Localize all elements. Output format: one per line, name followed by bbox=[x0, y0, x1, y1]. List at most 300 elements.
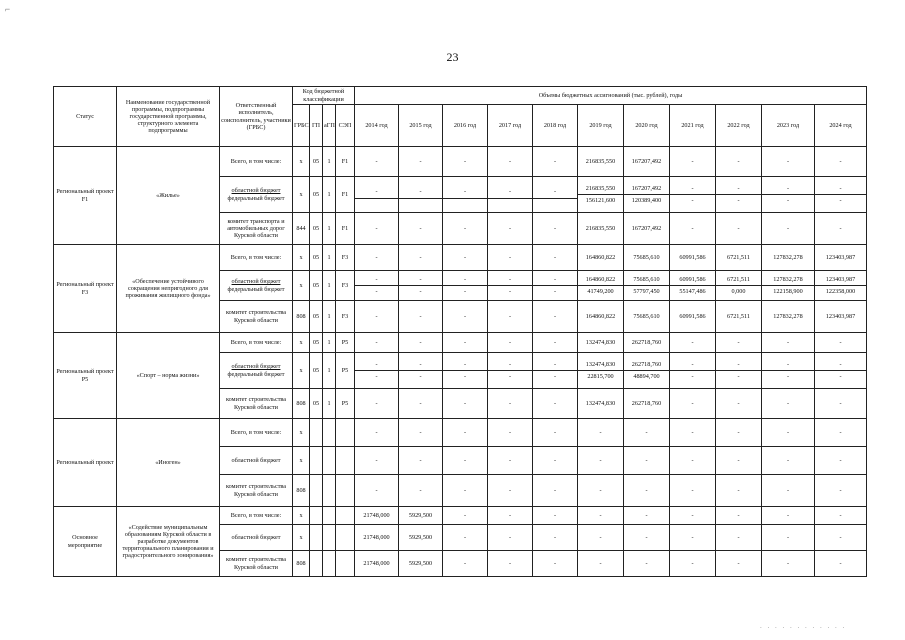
value-cell: - bbox=[578, 447, 624, 475]
value-cell: - bbox=[670, 551, 716, 577]
value-cell bbox=[443, 177, 488, 213]
value-cell: - bbox=[533, 333, 578, 353]
header-agp: аГП bbox=[323, 105, 336, 147]
gp-cell: 05 bbox=[310, 147, 323, 177]
value-cell bbox=[716, 271, 762, 301]
value-cell: - bbox=[670, 419, 716, 447]
name-cell: «Иноген» bbox=[117, 419, 220, 507]
value-line: - bbox=[463, 275, 467, 283]
value-line: 164860,822 bbox=[585, 275, 616, 283]
value-line: - bbox=[508, 275, 512, 283]
value-cell: - bbox=[488, 245, 533, 271]
value-line: - bbox=[375, 188, 378, 196]
value-cell: 75685,610 bbox=[624, 245, 670, 271]
status-cell: Основное мероприятие bbox=[54, 507, 117, 577]
name-cell: «Спорт – норма жизни» bbox=[117, 333, 220, 419]
agp-cell: 1 bbox=[323, 245, 336, 271]
value-cell: - bbox=[355, 213, 399, 245]
gp-cell bbox=[310, 447, 323, 475]
executor-cell: Всего, в том числе: bbox=[220, 147, 293, 177]
value-cell: 5929,500 bbox=[399, 507, 443, 525]
executor-line: федеральный бюджет bbox=[227, 285, 285, 293]
value-cell: - bbox=[533, 245, 578, 271]
value-line: - bbox=[355, 285, 398, 295]
value-cell: 132474,830 bbox=[578, 333, 624, 353]
value-cell: 127832,278 bbox=[762, 301, 815, 333]
value-line: 167207,492 bbox=[631, 184, 662, 192]
agp-cell: 1 bbox=[323, 147, 336, 177]
page-number: 23 bbox=[446, 50, 459, 64]
value-cell: 164860,822 bbox=[578, 301, 624, 333]
value-line: - bbox=[737, 360, 740, 368]
grbs-cell: х bbox=[293, 507, 310, 525]
value-cell: - bbox=[624, 525, 670, 551]
value-line: - bbox=[419, 275, 422, 283]
value-cell: - bbox=[443, 507, 488, 525]
value-line: - bbox=[786, 360, 790, 368]
value-line: - bbox=[488, 285, 532, 295]
value-line bbox=[399, 198, 442, 201]
gp-cell bbox=[310, 525, 323, 551]
executor-cell: областной бюджет bbox=[220, 447, 293, 475]
grbs-cell: х bbox=[293, 177, 310, 213]
value-cell: - bbox=[488, 301, 533, 333]
value-line: - bbox=[399, 370, 442, 380]
value-cell: - bbox=[578, 551, 624, 577]
value-cell bbox=[443, 271, 488, 301]
value-cell: - bbox=[488, 333, 533, 353]
value-cell: - bbox=[355, 333, 399, 353]
header-year: 2017 год bbox=[488, 105, 533, 147]
executor-cell: комитет строительства Курской области bbox=[220, 551, 293, 577]
value-cell: - bbox=[670, 447, 716, 475]
value-line: - bbox=[762, 370, 814, 380]
value-cell: - bbox=[815, 507, 867, 525]
value-line bbox=[355, 198, 398, 201]
name-cell: «Содействие муниципальным образованиям Курской области в разработке документов территориального планирования и градостроительного зонирования» bbox=[117, 507, 220, 577]
sep-cell: F3 bbox=[336, 271, 355, 301]
value-cell: - bbox=[716, 525, 762, 551]
value-cell: - bbox=[399, 147, 443, 177]
value-cell: - bbox=[443, 447, 488, 475]
header-year: 2016 год bbox=[443, 105, 488, 147]
header-grbs: ГРБС bbox=[293, 105, 310, 147]
value-cell: - bbox=[815, 551, 867, 577]
gp-cell bbox=[310, 475, 323, 507]
value-cell: - bbox=[670, 389, 716, 419]
value-cell: - bbox=[355, 389, 399, 419]
value-cell: 75685,610 bbox=[624, 301, 670, 333]
value-cell bbox=[578, 177, 624, 213]
sep-cell bbox=[336, 447, 355, 475]
executor-cell: комитет строительства Курской области bbox=[220, 389, 293, 419]
executor-cell: Всего, в том числе: bbox=[220, 333, 293, 353]
scan-noise-dots: . . . . . . . . . . . . bbox=[760, 622, 847, 630]
value-cell bbox=[815, 177, 867, 213]
table-body bbox=[54, 147, 867, 577]
value-cell: - bbox=[443, 213, 488, 245]
value-cell: 132474,830 bbox=[578, 389, 624, 419]
value-cell: - bbox=[399, 389, 443, 419]
value-cell bbox=[670, 271, 716, 301]
header-year: 2015 год bbox=[399, 105, 443, 147]
gp-cell: 05 bbox=[310, 389, 323, 419]
value-cell: 5929,500 bbox=[399, 551, 443, 577]
value-cell: 5929,500 bbox=[399, 525, 443, 551]
agp-cell bbox=[323, 525, 336, 551]
value-cell: - bbox=[762, 147, 815, 177]
agp-cell: 1 bbox=[323, 177, 336, 213]
value-line: 127832,278 bbox=[773, 275, 803, 283]
value-cell: - bbox=[399, 475, 443, 507]
executor-cell: комитет строительства Курской области bbox=[220, 301, 293, 333]
value-cell: 21748,000 bbox=[355, 525, 399, 551]
sep-cell: P5 bbox=[336, 333, 355, 353]
executor-cell bbox=[220, 271, 293, 301]
value-cell bbox=[670, 353, 716, 389]
value-cell bbox=[533, 177, 578, 213]
value-cell: - bbox=[716, 333, 762, 353]
value-line: - bbox=[553, 360, 557, 368]
gp-cell: 05 bbox=[310, 301, 323, 333]
value-cell: - bbox=[624, 507, 670, 525]
header-sep: СЭП bbox=[336, 105, 355, 147]
value-cell: - bbox=[443, 475, 488, 507]
grbs-cell: 808 bbox=[293, 301, 310, 333]
gp-cell: 05 bbox=[310, 333, 323, 353]
value-cell: 262718,760 bbox=[624, 389, 670, 419]
value-cell: 6721,511 bbox=[716, 301, 762, 333]
value-line: - bbox=[553, 188, 557, 196]
value-cell: - bbox=[670, 213, 716, 245]
value-line: - bbox=[691, 360, 694, 368]
header-year: 2019 год bbox=[578, 105, 624, 147]
executor-line: федеральный бюджет bbox=[227, 194, 285, 202]
value-line: 132474,830 bbox=[585, 360, 616, 368]
value-line: - bbox=[508, 360, 512, 368]
header-year: 2022 год bbox=[716, 105, 762, 147]
gp-cell bbox=[310, 507, 323, 525]
value-cell bbox=[815, 353, 867, 389]
budget-allocation-table bbox=[53, 86, 867, 577]
value-line: - bbox=[670, 370, 715, 380]
value-cell: - bbox=[355, 419, 399, 447]
value-cell: - bbox=[488, 147, 533, 177]
status-cell: Региональный проект bbox=[54, 419, 117, 507]
value-line: - bbox=[533, 285, 577, 295]
value-cell: 60991,586 bbox=[670, 245, 716, 271]
value-cell: - bbox=[443, 333, 488, 353]
value-cell: - bbox=[533, 551, 578, 577]
value-cell: - bbox=[716, 551, 762, 577]
value-cell: - bbox=[762, 213, 815, 245]
value-cell: - bbox=[443, 301, 488, 333]
value-cell bbox=[624, 177, 670, 213]
gp-cell: 05 bbox=[310, 245, 323, 271]
value-line: - bbox=[375, 360, 378, 368]
value-cell: - bbox=[488, 213, 533, 245]
value-cell: - bbox=[443, 245, 488, 271]
value-cell bbox=[533, 353, 578, 389]
value-cell bbox=[716, 353, 762, 389]
value-cell: 123403,987 bbox=[815, 301, 867, 333]
value-cell: - bbox=[716, 389, 762, 419]
value-line: - bbox=[443, 285, 487, 295]
value-line: - bbox=[375, 275, 378, 283]
executor-line: областной бюджет bbox=[231, 278, 281, 286]
value-cell: 167207,492 bbox=[624, 147, 670, 177]
sep-cell: F3 bbox=[336, 245, 355, 271]
table-row bbox=[54, 419, 867, 447]
value-cell bbox=[578, 353, 624, 389]
header-status: Статус bbox=[54, 87, 117, 147]
value-cell: - bbox=[488, 389, 533, 419]
value-cell: - bbox=[762, 389, 815, 419]
value-cell bbox=[815, 271, 867, 301]
value-cell: - bbox=[533, 213, 578, 245]
gp-cell bbox=[310, 551, 323, 577]
name-cell: «Обеспечение устойчивого сокращения непригодного для проживания жилищного фонда» bbox=[117, 245, 220, 333]
value-cell: - bbox=[716, 507, 762, 525]
sep-cell: F1 bbox=[336, 213, 355, 245]
value-cell bbox=[355, 353, 399, 389]
value-cell: - bbox=[815, 389, 867, 419]
agp-cell bbox=[323, 447, 336, 475]
value-cell: - bbox=[670, 475, 716, 507]
value-line: 156121,600 bbox=[578, 194, 623, 204]
value-cell: - bbox=[533, 419, 578, 447]
value-cell: - bbox=[815, 475, 867, 507]
sep-cell: F1 bbox=[336, 147, 355, 177]
sep-cell bbox=[336, 525, 355, 551]
value-cell: - bbox=[624, 475, 670, 507]
value-cell: - bbox=[533, 475, 578, 507]
value-line: - bbox=[533, 370, 577, 380]
value-cell: - bbox=[443, 389, 488, 419]
value-cell: - bbox=[578, 419, 624, 447]
value-line: 60991,586 bbox=[679, 275, 706, 283]
value-cell: - bbox=[716, 475, 762, 507]
sep-cell bbox=[336, 551, 355, 577]
grbs-cell: х bbox=[293, 447, 310, 475]
value-line: - bbox=[786, 184, 790, 192]
value-cell: - bbox=[762, 333, 815, 353]
value-cell: - bbox=[355, 245, 399, 271]
value-cell: - bbox=[762, 525, 815, 551]
value-line: - bbox=[691, 184, 694, 192]
value-cell: - bbox=[762, 475, 815, 507]
header-year: 2024 год bbox=[815, 105, 867, 147]
value-line: 122158,900 bbox=[762, 285, 814, 295]
grbs-cell: 808 bbox=[293, 551, 310, 577]
executor-line: федеральный бюджет bbox=[227, 370, 285, 378]
value-line: - bbox=[716, 370, 761, 380]
value-cell: - bbox=[399, 333, 443, 353]
value-cell: - bbox=[578, 475, 624, 507]
status-cell: Региональный проект F1 bbox=[54, 147, 117, 245]
value-cell: - bbox=[533, 525, 578, 551]
grbs-cell: х bbox=[293, 419, 310, 447]
value-cell: - bbox=[488, 507, 533, 525]
header-year: 2018 год bbox=[533, 105, 578, 147]
grbs-cell: 808 bbox=[293, 389, 310, 419]
value-cell: - bbox=[355, 447, 399, 475]
value-line: 22815,700 bbox=[578, 370, 623, 380]
value-cell: - bbox=[533, 301, 578, 333]
value-cell: - bbox=[670, 507, 716, 525]
value-line: - bbox=[419, 188, 422, 196]
value-line: - bbox=[839, 184, 842, 192]
value-line: - bbox=[670, 194, 715, 204]
value-cell bbox=[488, 271, 533, 301]
value-cell: - bbox=[488, 525, 533, 551]
value-cell: - bbox=[443, 147, 488, 177]
executor-cell: комитет транспорта и автомобильных дорог Курской области bbox=[220, 213, 293, 245]
value-cell bbox=[399, 353, 443, 389]
value-cell: - bbox=[443, 419, 488, 447]
executor-cell bbox=[220, 177, 293, 213]
value-cell: - bbox=[716, 447, 762, 475]
executor-cell: Всего, в том числе: bbox=[220, 245, 293, 271]
value-line: - bbox=[762, 194, 814, 204]
value-cell: - bbox=[815, 147, 867, 177]
value-line: - bbox=[737, 184, 740, 192]
value-cell bbox=[716, 177, 762, 213]
value-cell: 6721,511 bbox=[716, 245, 762, 271]
grbs-cell: х bbox=[293, 271, 310, 301]
value-cell: - bbox=[670, 147, 716, 177]
value-line: - bbox=[419, 360, 422, 368]
table-row bbox=[54, 507, 867, 525]
value-cell: - bbox=[399, 245, 443, 271]
agp-cell bbox=[323, 551, 336, 577]
sep-cell bbox=[336, 507, 355, 525]
header-executor: Ответственный исполнитель, соисполнитель, участники (ГРБС) bbox=[220, 87, 293, 147]
status-cell: Региональный проект F3 bbox=[54, 245, 117, 333]
value-line: 57797,450 bbox=[624, 285, 669, 295]
value-line: 216835,550 bbox=[585, 184, 616, 192]
value-cell: 216835,550 bbox=[578, 147, 624, 177]
value-cell: - bbox=[815, 419, 867, 447]
value-cell: - bbox=[355, 301, 399, 333]
value-cell: - bbox=[624, 551, 670, 577]
gp-cell: 05 bbox=[310, 213, 323, 245]
value-line: - bbox=[443, 370, 487, 380]
grbs-cell: х bbox=[293, 353, 310, 389]
value-cell: - bbox=[815, 447, 867, 475]
value-cell bbox=[399, 271, 443, 301]
value-cell: 127832,278 bbox=[762, 245, 815, 271]
grbs-cell: х bbox=[293, 525, 310, 551]
value-cell: - bbox=[815, 333, 867, 353]
value-line: 6721,511 bbox=[727, 275, 750, 283]
gp-cell: 05 bbox=[310, 177, 323, 213]
value-cell: - bbox=[815, 525, 867, 551]
value-cell: - bbox=[399, 447, 443, 475]
grbs-cell: х bbox=[293, 245, 310, 271]
value-cell bbox=[355, 271, 399, 301]
header-year: 2023 год bbox=[762, 105, 815, 147]
value-cell: - bbox=[488, 419, 533, 447]
value-cell: - bbox=[624, 447, 670, 475]
value-line: 123403,987 bbox=[825, 275, 856, 283]
value-line: 41749,200 bbox=[578, 285, 623, 295]
value-cell: - bbox=[488, 447, 533, 475]
sep-cell bbox=[336, 475, 355, 507]
value-cell: - bbox=[716, 213, 762, 245]
value-line: 75685,610 bbox=[633, 275, 660, 283]
value-cell: - bbox=[488, 475, 533, 507]
header-name: Наименование государственной программы, подпрограммы государственной программы, структурного элемента подпрограммы bbox=[117, 87, 220, 147]
agp-cell bbox=[323, 419, 336, 447]
value-cell: - bbox=[443, 551, 488, 577]
value-line bbox=[488, 198, 532, 201]
value-line: - bbox=[815, 370, 866, 380]
value-line: 262718,760 bbox=[631, 360, 662, 368]
value-cell: - bbox=[443, 525, 488, 551]
agp-cell: 1 bbox=[323, 333, 336, 353]
value-line: - bbox=[815, 194, 866, 204]
value-line: - bbox=[463, 360, 467, 368]
value-cell bbox=[399, 177, 443, 213]
value-cell bbox=[762, 353, 815, 389]
value-cell: - bbox=[815, 213, 867, 245]
agp-cell: 1 bbox=[323, 271, 336, 301]
value-cell: - bbox=[578, 507, 624, 525]
value-line: - bbox=[488, 370, 532, 380]
grbs-cell: х bbox=[293, 147, 310, 177]
value-cell: - bbox=[399, 301, 443, 333]
sep-cell bbox=[336, 419, 355, 447]
executor-cell: Всего, в том числе: bbox=[220, 419, 293, 447]
value-line: - bbox=[716, 194, 761, 204]
value-cell: - bbox=[762, 447, 815, 475]
value-cell: - bbox=[355, 147, 399, 177]
agp-cell: 1 bbox=[323, 389, 336, 419]
header-gp: ГП bbox=[310, 105, 323, 147]
gp-cell bbox=[310, 419, 323, 447]
agp-cell bbox=[323, 475, 336, 507]
value-cell: 167207,492 bbox=[624, 213, 670, 245]
value-cell bbox=[488, 353, 533, 389]
value-cell: - bbox=[578, 525, 624, 551]
value-cell: - bbox=[716, 419, 762, 447]
table-row bbox=[54, 147, 867, 177]
executor-cell: комитет строительства Курской области bbox=[220, 475, 293, 507]
value-cell: - bbox=[399, 419, 443, 447]
executor-cell bbox=[220, 353, 293, 389]
gp-cell: 05 bbox=[310, 353, 323, 389]
value-cell: - bbox=[399, 213, 443, 245]
value-line: - bbox=[399, 285, 442, 295]
value-line: - bbox=[355, 370, 398, 380]
gp-cell: 05 bbox=[310, 271, 323, 301]
value-cell: 21748,000 bbox=[355, 551, 399, 577]
value-cell bbox=[670, 177, 716, 213]
executor-line: областной бюджет bbox=[231, 363, 281, 371]
value-cell bbox=[762, 177, 815, 213]
value-cell: - bbox=[533, 447, 578, 475]
value-line: 122358,000 bbox=[815, 285, 866, 295]
value-line: - bbox=[553, 275, 557, 283]
table-header bbox=[54, 87, 867, 147]
value-cell bbox=[355, 177, 399, 213]
value-line: 0,000 bbox=[716, 285, 761, 295]
value-cell bbox=[624, 271, 670, 301]
header-volumes: Объемы бюджетных ассигнований (тыс. рублей), годы bbox=[355, 87, 867, 105]
value-cell bbox=[578, 271, 624, 301]
table-row bbox=[54, 245, 867, 271]
